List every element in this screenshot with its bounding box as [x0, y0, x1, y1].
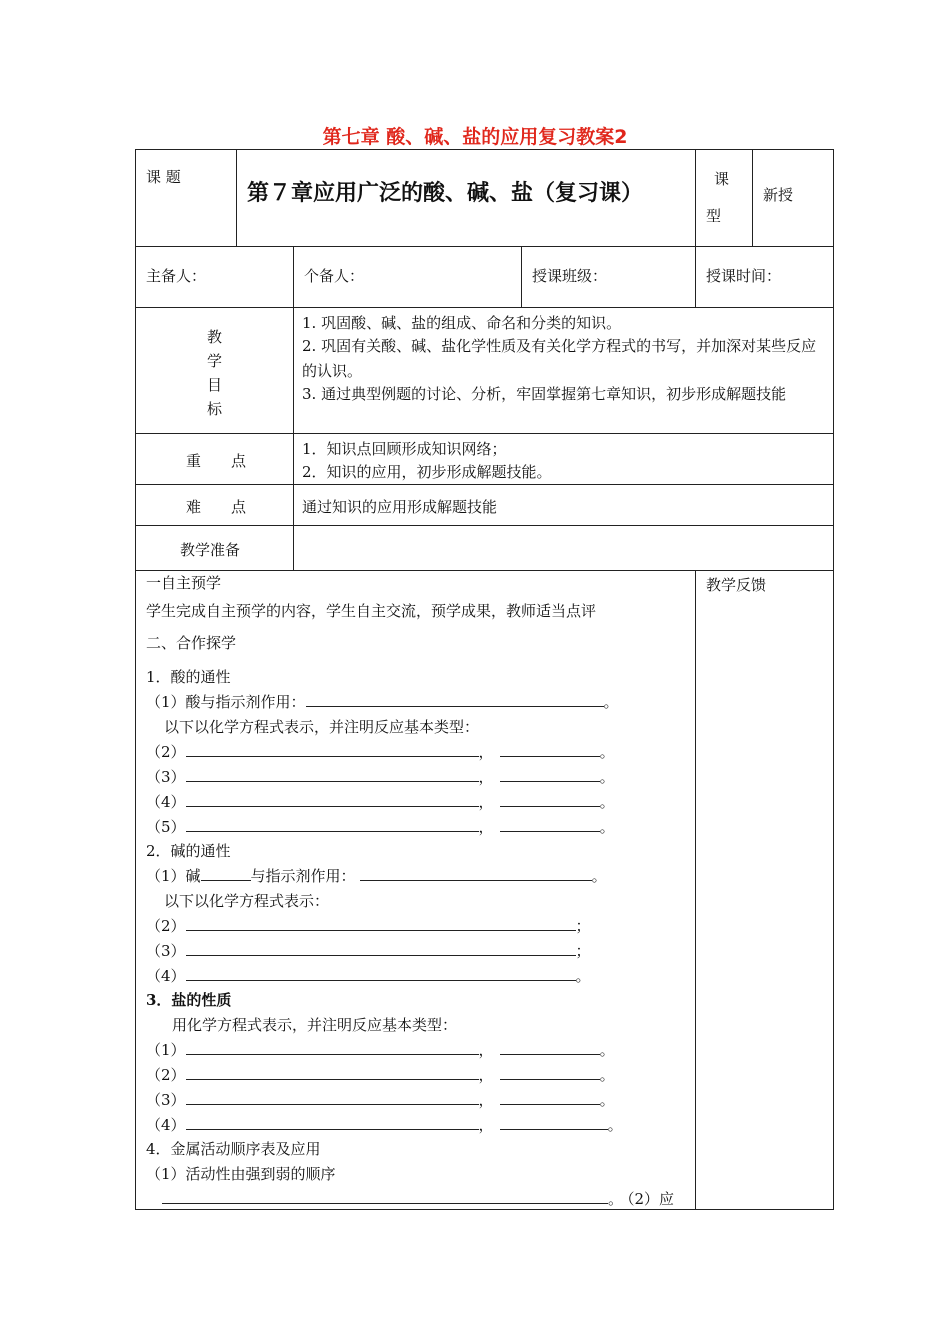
goal-item-2: 2. 巩固有关酸、碱、盐化学性质及有关化学方程式的书写，并加深对某些反应的认识。 — [302, 337, 817, 380]
prepare-label-cell — [135, 525, 294, 571]
key-item-1: 1．知识点回顾形成知识网络； — [302, 440, 507, 458]
acid-line-4: （4） ， 。 — [146, 793, 615, 811]
base-line-1: （1）碱 与指示剂作用： 。 — [146, 867, 607, 885]
time-label: 授课时间： — [706, 267, 782, 285]
personal-preparer-label: 个备人： — [304, 267, 365, 285]
base-line-2: （2） ； — [146, 917, 591, 935]
time-cell — [695, 246, 834, 308]
goals-label-2: 学 — [207, 352, 223, 370]
feedback-label: 教学反馈 — [706, 576, 767, 594]
metal-line-2: 。 （2）应 — [162, 1188, 674, 1209]
acid-heading: 1．酸的通性 — [146, 668, 231, 686]
main-preparer-label: 主备人： — [146, 267, 207, 285]
difficult-label-cell — [135, 484, 294, 526]
type-value-cell — [752, 149, 834, 247]
personal-preparer-cell — [293, 246, 522, 308]
salt-line-1: （1） ， 。 — [146, 1041, 615, 1059]
salt-line-3: （3） ， 。 — [146, 1091, 615, 1109]
difficult-text: 通过知识的应用形成解题技能 — [302, 498, 498, 516]
topic-label: 课 题 — [146, 168, 181, 186]
goals-label-3: 目 — [207, 376, 223, 394]
key-label-cell — [135, 433, 294, 485]
difficult-label: 难 点 — [186, 498, 247, 516]
salt-note: 用化学方程式表示，并注明反应基本类型： — [172, 1016, 458, 1034]
feedback-cell — [695, 570, 834, 1210]
class-label: 授课班级： — [532, 267, 608, 285]
key-label: 重 点 — [186, 452, 247, 470]
goals-content-cell — [293, 307, 834, 434]
goal-item-1: 1. 巩固酸、碱、盐的组成、命名和分类的知识。 — [302, 314, 622, 332]
acid-line-3: （3） ， 。 — [146, 768, 615, 786]
acid-line-2: （2） ， 。 — [146, 743, 615, 761]
base-note: 以下以化学方程式表示： — [164, 892, 330, 910]
goals-label-1: 教 — [207, 328, 223, 346]
key-content-cell — [293, 433, 834, 485]
salt-heading: 3．盐的性质 — [146, 991, 232, 1009]
type-label-2: 型 — [706, 207, 722, 225]
section-cooperative: 二、合作探学 — [146, 634, 237, 652]
goals-label-4: 标 — [207, 400, 223, 418]
type-value: 新授 — [763, 186, 794, 204]
acid-note: 以下以化学方程式表示，并注明反应基本类型： — [164, 718, 480, 736]
section-self-study: 一自主预学 — [146, 574, 222, 592]
type-label-1: 课 — [714, 170, 730, 188]
type-label-cell — [695, 149, 753, 247]
self-study-text: 学生完成自主预学的内容，学生自主交流，预学成果，教师适当点评 — [146, 602, 597, 620]
key-item-2: 2．知识的应用，初步形成解题技能。 — [302, 463, 552, 481]
goals-label-cell — [135, 307, 294, 434]
base-heading: 2．碱的通性 — [146, 842, 231, 860]
class-cell — [521, 246, 696, 308]
document-title: 第七章 酸、碱、盐的应用复习教案2 — [322, 126, 628, 148]
prepare-label: 教学准备 — [180, 541, 241, 559]
difficult-content-cell — [293, 484, 834, 526]
salt-line-2: （2） ， 。 — [146, 1066, 615, 1084]
acid-line-1: （1）酸与指示剂作用： 。 — [146, 693, 619, 711]
goal-item-3: 3. 通过典型例题的讨论、分析，牢固掌握第七章知识，初步形成解题技能 — [302, 385, 787, 403]
topic-label-cell — [135, 149, 237, 247]
topic-value-cell — [236, 149, 696, 247]
metal-heading: 4．金属活动顺序表及应用 — [146, 1140, 321, 1158]
topic-value: 第７章应用广泛的酸、碱、盐（复习课） — [247, 181, 644, 206]
base-line-3: （3） ； — [146, 942, 591, 960]
main-preparer-cell — [135, 246, 294, 308]
base-line-4: （4） 。 — [146, 967, 591, 985]
metal-line-1: （1）活动性由强到弱的顺序 — [146, 1165, 336, 1183]
acid-line-5: （5） ， 。 — [146, 818, 615, 836]
salt-line-4: （4） ， 。 — [146, 1116, 623, 1134]
prepare-content-cell — [293, 525, 834, 571]
main-content-cell — [135, 570, 696, 1210]
